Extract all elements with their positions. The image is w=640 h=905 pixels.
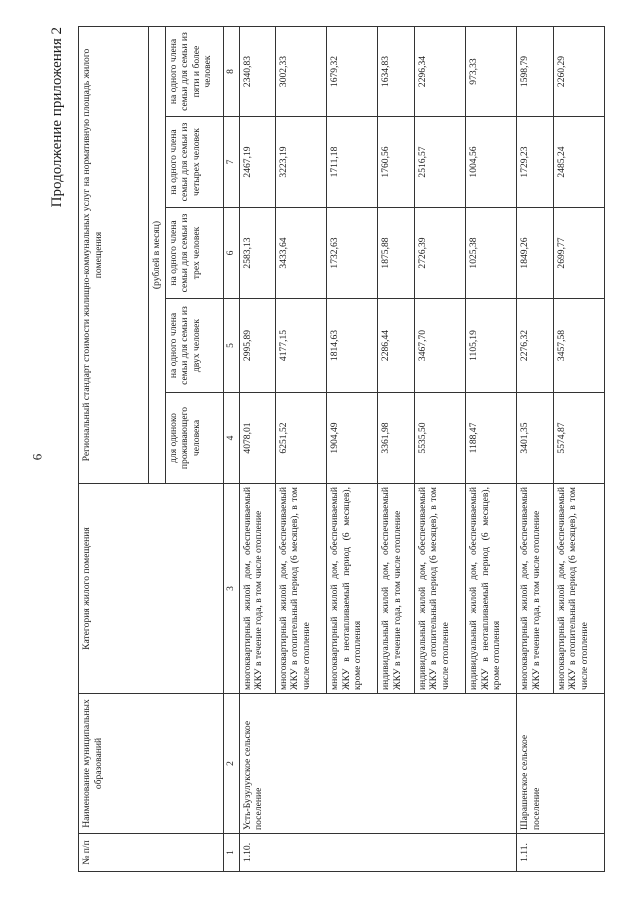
value-cell: 1904,49 bbox=[327, 393, 378, 484]
value-cell: 4078,01 bbox=[239, 393, 275, 484]
column-number: 2 bbox=[223, 694, 239, 834]
value-cell: 1814,63 bbox=[327, 299, 378, 393]
value-cell: 2260,29 bbox=[553, 27, 604, 117]
value-cell: 1679,32 bbox=[327, 27, 378, 117]
value-cell: 2340,83 bbox=[239, 27, 275, 117]
value-cell: 1188,47 bbox=[466, 393, 517, 484]
value-cell: 2583,13 bbox=[239, 208, 275, 299]
category-cell: многоквартирный жилой дом, обеспечиваемый ЖКУ в неотапливаемый период (6 месяцев), кроме отопления bbox=[327, 484, 378, 694]
value-cell: 1025,38 bbox=[466, 208, 517, 299]
value-cell: 3401,35 bbox=[517, 393, 553, 484]
value-cell: 2485,24 bbox=[553, 117, 604, 208]
value-cell: 3457,58 bbox=[553, 299, 604, 393]
header-standard-group: Региональный стандарт стоимости жилищно-коммунальных услуг на нормативную площадь жилого помещения bbox=[79, 27, 149, 484]
column-number: 1 bbox=[223, 834, 239, 872]
column-number: 7 bbox=[223, 117, 239, 208]
category-cell: многоквартирный жилой дом, обеспечиваемый ЖКУ в течение года, в том числе отопление bbox=[517, 484, 553, 694]
value-cell: 1004,56 bbox=[466, 117, 517, 208]
value-cell: 5535,50 bbox=[414, 393, 465, 484]
value-cell: 973,33 bbox=[466, 27, 517, 117]
header-family-two: на одного члена семьи для семьи из двух человек bbox=[165, 299, 223, 393]
value-cell: 1634,83 bbox=[378, 27, 414, 117]
value-cell: 2286,44 bbox=[378, 299, 414, 393]
value-cell: 2296,34 bbox=[414, 27, 465, 117]
value-cell: 3223,19 bbox=[275, 117, 326, 208]
value-cell: 1875,88 bbox=[378, 208, 414, 299]
category-cell: многоквартирный жилой дом, обеспечиваемый ЖКУ в отопительный период (6 месяцев), в том числе отопление bbox=[553, 484, 604, 694]
header-unit: (рублей в месяц) bbox=[149, 27, 166, 484]
value-cell: 6251,52 bbox=[275, 393, 326, 484]
header-num: № п/п bbox=[79, 834, 224, 872]
value-cell: 2276,32 bbox=[517, 299, 553, 393]
value-cell: 1760,56 bbox=[378, 117, 414, 208]
category-cell: индивидуальный жилой дом, обеспечиваемый ЖКУ в отопительный период (6 месяцев), в том числе отопление bbox=[414, 484, 465, 694]
municipality-name: Шарашенское сельское поселение bbox=[517, 694, 605, 834]
value-cell: 2699,77 bbox=[553, 208, 604, 299]
column-number: 8 bbox=[223, 27, 239, 117]
value-cell: 3467,70 bbox=[414, 299, 465, 393]
category-cell: многоквартирный жилой дом, обеспечиваемый ЖКУ в течение года, в том числе отопление bbox=[239, 484, 275, 694]
column-number: 3 bbox=[223, 484, 239, 694]
header-family-five: на одного члена семьи для семьи из пяти и более человек bbox=[165, 27, 223, 117]
value-cell: 4177,15 bbox=[275, 299, 326, 393]
value-cell: 1105,19 bbox=[466, 299, 517, 393]
value-cell: 3002,33 bbox=[275, 27, 326, 117]
column-number: 6 bbox=[223, 208, 239, 299]
value-cell: 1849,26 bbox=[517, 208, 553, 299]
value-cell: 5574,87 bbox=[553, 393, 604, 484]
value-cell: 2467,19 bbox=[239, 117, 275, 208]
table-row bbox=[517, 27, 553, 872]
value-cell: 2995,89 bbox=[239, 299, 275, 393]
column-number-row bbox=[223, 27, 239, 872]
header-municipality: Наименование муниципальных образований bbox=[79, 694, 224, 834]
section-number: 1.10. bbox=[239, 834, 517, 872]
page-number: 6 bbox=[29, 453, 45, 461]
category-cell: индивидуальный жилой дом, обеспечиваемый ЖКУ в течение года, в том числе отопление bbox=[378, 484, 414, 694]
category-cell: индивидуальный жилой дом, обеспечиваемый ЖКУ в неотапливаемый период (6 месяцев), кроме отопления bbox=[466, 484, 517, 694]
header-family-four: на одного члена семьи для семьи из четырех человек bbox=[165, 117, 223, 208]
value-cell: 1711,18 bbox=[327, 117, 378, 208]
category-cell: многоквартирный жилой дом, обеспечиваемый ЖКУ в отопительный период (6 месяцев), в том числе отопление bbox=[275, 484, 326, 694]
header-family-three: на одного члена семьи для семьи из трех человек bbox=[165, 208, 223, 299]
rotated-page bbox=[38, 27, 608, 872]
value-cell: 3361,98 bbox=[378, 393, 414, 484]
value-cell: 1729,23 bbox=[517, 117, 553, 208]
table-row bbox=[239, 27, 275, 872]
column-number: 4 bbox=[223, 393, 239, 484]
section-number: 1.11. bbox=[517, 834, 605, 872]
header-single-person: для одиноко проживающего человека bbox=[165, 393, 223, 484]
municipality-name: Усть-Бузулукское сельское поселение bbox=[239, 694, 517, 834]
value-cell: 1732,63 bbox=[327, 208, 378, 299]
value-cell: 3433,64 bbox=[275, 208, 326, 299]
value-cell: 2726,39 bbox=[414, 208, 465, 299]
value-cell: 1598,79 bbox=[517, 27, 553, 117]
value-cell: 2516,57 bbox=[414, 117, 465, 208]
standards-table bbox=[78, 26, 605, 872]
column-number: 5 bbox=[223, 299, 239, 393]
header-category: Категория жилого помещения bbox=[79, 484, 224, 694]
appendix-title: Продолжение приложения 2 bbox=[49, 27, 65, 208]
